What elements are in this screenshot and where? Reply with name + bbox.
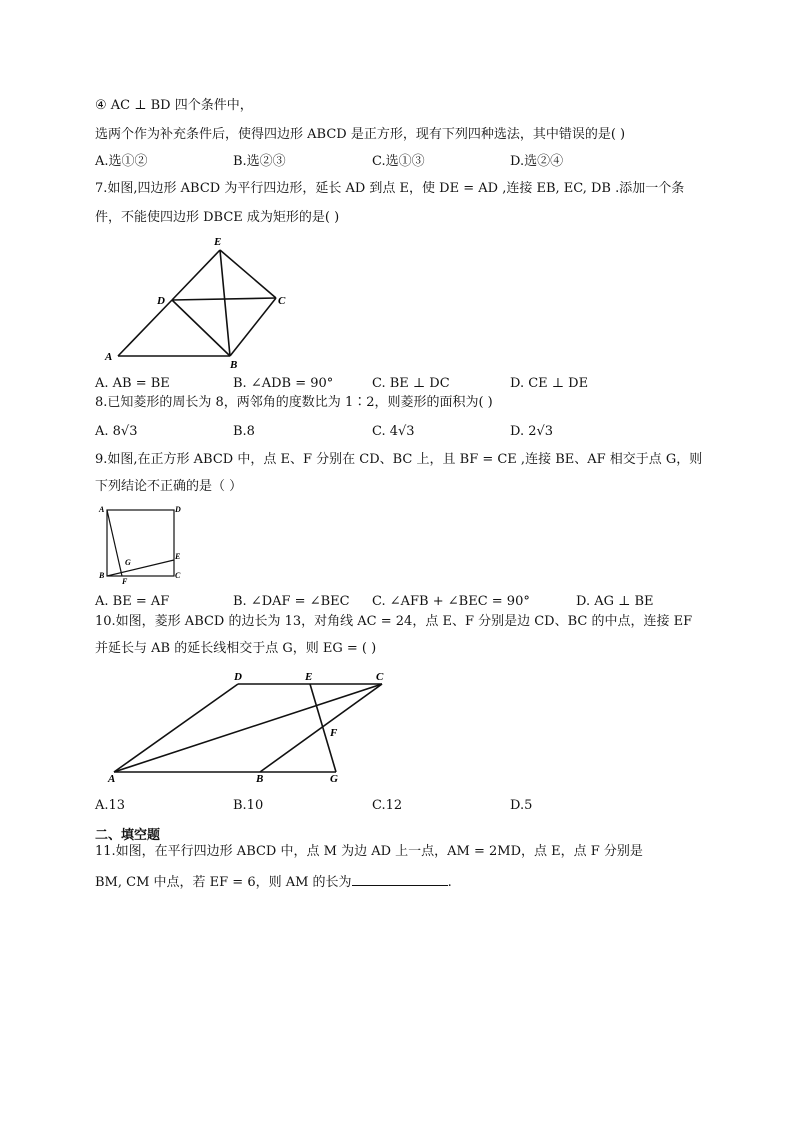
q9-label-e: E [175,552,181,561]
q9-square [107,510,174,576]
q6-option-d: D.选②④ [510,154,564,169]
q7-segment-ec [220,250,276,298]
q7-label-a: A [105,351,113,363]
q8-option-c: C. 4√3 [372,424,415,439]
q10-label-f: F [330,727,338,739]
q7-label-b: B [230,359,238,371]
q7-segment-ad [118,300,172,356]
section-title-fill-in: 二、填空题 [95,828,161,843]
q10-option-a: A.13 [95,798,126,813]
q7-stem-line1: 7.如图,四边形 ABCD 为平行四边形，延长 AD 到点 E，使 DE = AD ,连接 EB, EC, DB .添加一个条 [95,181,685,196]
q11-stem-line1: 11.如图，在平行四边形 ABCD 中，点 M 为边 AD 上一点，AM = 2MD，点 E，点 F 分别是 [95,844,643,859]
q9-segment-af [107,510,122,576]
q10-segment-ad [114,684,238,772]
q9-label-f: F [122,577,128,586]
q8-option-d: D. 2√3 [510,424,554,439]
q10-option-b: B.10 [233,798,264,813]
q9-segment-be [107,560,174,576]
q6-condition-line: ④ AC ⊥ BD 四个条件中， [95,98,253,113]
q7-segment-eb [220,250,230,356]
q11-stem-suffix: . [447,875,452,890]
q10-segment-ac [114,684,382,772]
q6-option-a: A.选①② [95,154,148,169]
q9-label-c: C [175,571,181,580]
q9-stem-line2: 下列结论不正确的是（ ） [95,479,243,494]
q7-figure [100,234,300,374]
q7-option-a: A. AB = BE [95,376,170,391]
q7-label-e: E [214,236,222,248]
q9-option-a: A. BE = AF [95,594,170,609]
q7-segment-db [172,300,230,356]
q10-label-c: C [376,671,384,683]
q9-option-c: C. ∠AFB + ∠BEC = 90° [372,594,530,609]
q7-option-b: B. ∠ADB = 90° [233,376,334,391]
q6-stem: 选两个作为补充条件后，使得四边形 ABCD 是正方形，现有下列四种选法，其中错误的是( ) [95,127,626,142]
q10-segment-bc [260,684,382,772]
q11-stem-prefix: BM, CM 中点，若 EF = 6，则 AM 的长为 [95,875,352,890]
q10-label-a: A [108,773,116,785]
q11-answer-blank[interactable] [352,873,448,886]
q7-option-c: C. BE ⊥ DC [372,376,450,391]
q6-option-b: B.选②③ [233,154,286,169]
q9-option-d: D. AG ⊥ BE [576,594,654,609]
q10-option-d: D.5 [510,798,533,813]
q7-stem-line2: 件，不能使四边形 DBCE 成为矩形的是( ) [95,210,340,225]
q6-option-c: C.选①③ [372,154,425,169]
q10-label-b: B [256,773,264,785]
q10-label-d: D [234,671,242,683]
q9-option-b: B. ∠DAF = ∠BEC [233,594,350,609]
q9-label-a: A [99,505,105,514]
q10-figure [100,666,400,786]
q9-figure [98,502,188,587]
q9-label-d: D [175,505,181,514]
q10-stem-line1: 10.如图，菱形 ABCD 的边长为 13，对角线 AC = 24，点 E、F 分别是边 CD、BC 的中点，连接 EF [95,614,693,629]
q7-label-c: C [278,295,286,307]
q10-option-c: C.12 [372,798,403,813]
q7-option-d: D. CE ⊥ DE [510,376,589,391]
q7-segment-bc [230,298,276,356]
q9-label-g: G [125,558,131,567]
q10-label-g: G [330,773,338,785]
q7-label-d: D [157,295,165,307]
q9-stem-line1: 9.如图,在正方形 ABCD 中，点 E、F 分别在 CD、BC 上，且 BF = CE ,连接 BE、AF 相交于点 G，则 [95,452,703,467]
q8-option-a: A. 8√3 [95,424,138,439]
q8-stem: 8.已知菱形的周长为 8，两邻角的度数比为 1∶2，则菱形的面积为( ) [95,395,493,410]
q7-segment-de [172,250,220,300]
q10-stem-line2: 并延长与 AB 的延长线相交于点 G，则 EG = ( ) [95,641,377,656]
q8-option-b: B.8 [233,424,255,439]
q11-stem-line2 [95,873,452,891]
q9-label-b: B [99,571,105,580]
q10-label-e: E [305,671,313,683]
